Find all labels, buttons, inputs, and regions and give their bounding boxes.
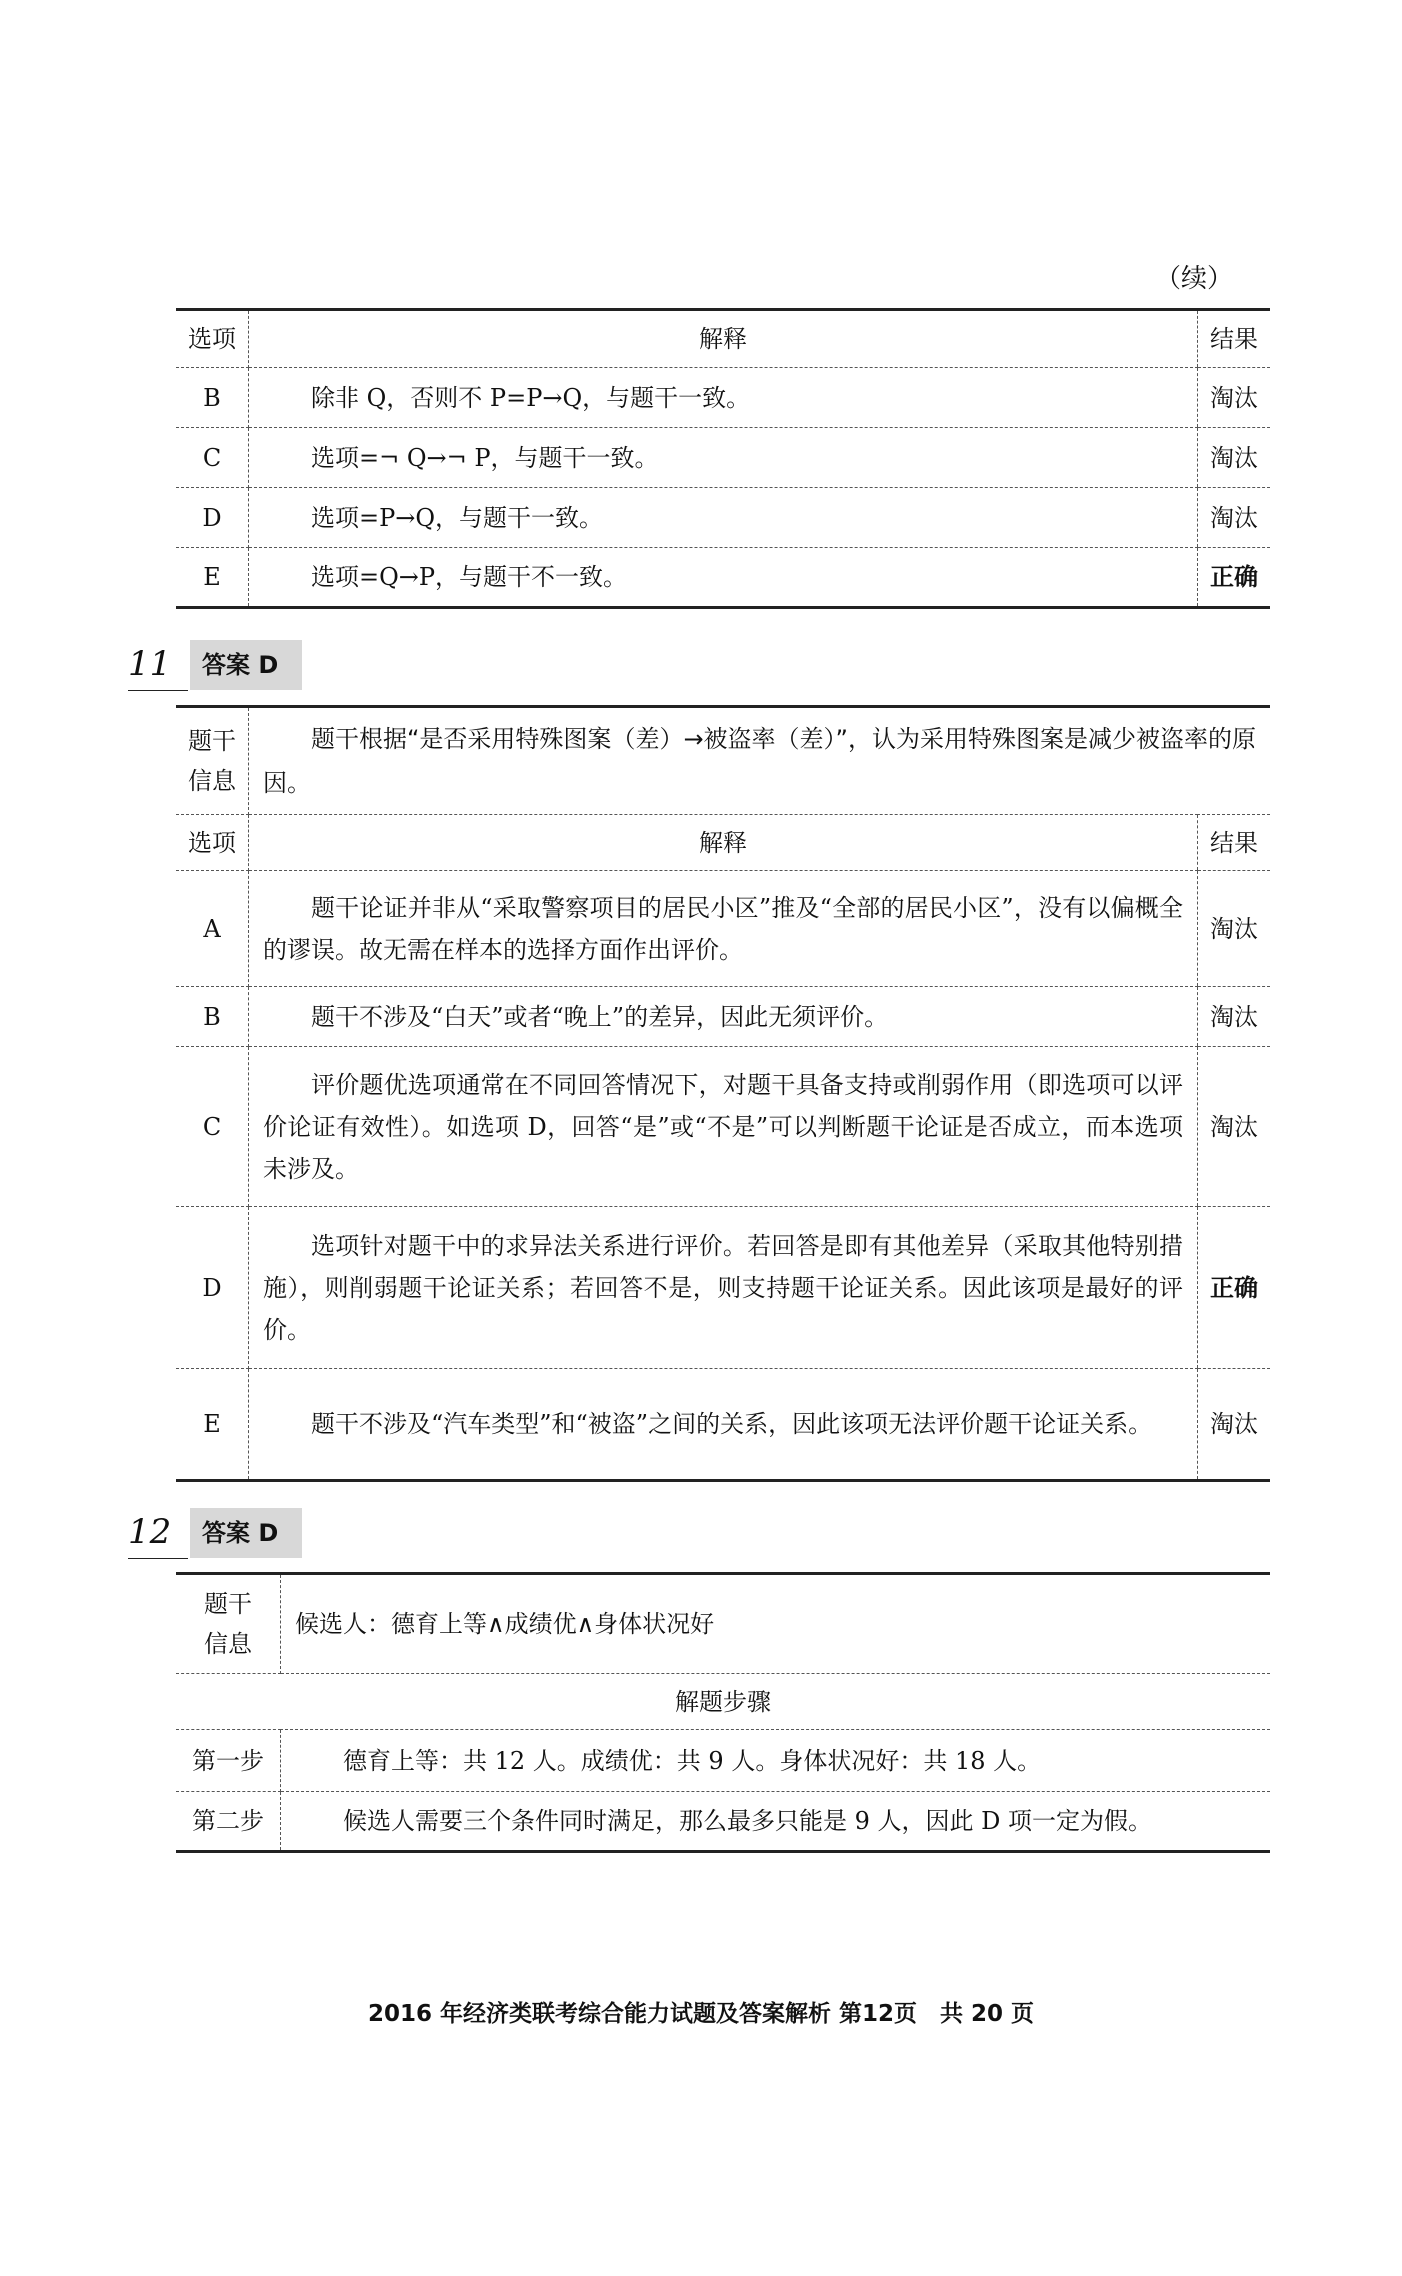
header-option: 选项	[176, 310, 249, 368]
answer-table-10-continued	[176, 308, 1270, 609]
table-row: 第一步 德育上等：共 12 人。成绩优：共 9 人。身体状况好：共 18 人。	[176, 1730, 1270, 1792]
table-row: B 除非 Q，否则不 P=P→Q，与题干一致。 淘汰	[176, 368, 1270, 428]
table-row: D 选项=P→Q，与题干一致。 淘汰	[176, 488, 1270, 548]
table-row: C 选项=¬ Q→¬ P，与题干一致。 淘汰	[176, 428, 1270, 488]
continued-label: （续）	[1155, 264, 1234, 294]
table-row: E 题干不涉及“汽车类型”和“被盗”之间的关系，因此该项无法评价题干论证关系。 淘汰	[176, 1369, 1270, 1481]
stem-text: 题干根据“是否采用特殊图案（差）→被盗率（差）”，认为采用特殊图案是减少被盗率的原因。	[263, 725, 1256, 797]
answer-badge: 答案 D	[190, 1508, 302, 1558]
header-explanation: 解释	[249, 310, 1198, 368]
question-number: 11	[128, 644, 172, 684]
table-row: A 题干论证并非从“采取警察项目的居民小区”推及“全部的居民小区”，没有以偏概全的谬误。故无需在样本的选择方面作出评价。 淘汰	[176, 871, 1270, 987]
stem-row	[176, 707, 1270, 815]
table-row: E 选项=Q→P，与题干不一致。 正确	[176, 548, 1270, 608]
table-row: D 选项针对题干中的求异法关系进行评价。若回答是即有其他差异（采取其他特别措施），则削弱题干论证关系；若回答不是，则支持题干论证关系。因此该项是最好的评价。 正确	[176, 1207, 1270, 1369]
header-explanation: 解释	[249, 815, 1198, 871]
table-row: B 题干不涉及“白天”或者“晚上”的差异，因此无须评价。 淘汰	[176, 987, 1270, 1047]
header-result: 结果	[1198, 310, 1271, 368]
underline	[128, 1558, 188, 1559]
table-row: 第二步 候选人需要三个条件同时满足，那么最多只能是 9 人，因此 D 项一定为假。	[176, 1792, 1270, 1852]
steps-header: 解题步骤	[176, 1674, 1270, 1730]
page-footer: 2016 年经济类联考综合能力试题及答案解析 第12页 共 20 页	[367, 2001, 1035, 2027]
stem-row	[176, 1574, 1270, 1674]
header-option: 选项	[176, 815, 249, 871]
answer-table-11	[176, 705, 1270, 1482]
question-number: 12	[128, 1512, 172, 1552]
answer-table-12	[176, 1572, 1270, 1853]
stem-label: 题干信息	[188, 727, 236, 795]
table-row: C 评价题优选项通常在不同回答情况下，对题干具备支持或削弱作用（即选项可以评价论证有效性）。如选项 D，回答“是”或“不是”可以判断题干论证是否成立，而本选项未涉及。 淘汰	[176, 1047, 1270, 1207]
header-result: 结果	[1198, 815, 1271, 871]
underline	[128, 690, 188, 691]
stem-text: 候选人：德育上等∧成绩优∧身体状况好	[281, 1574, 1271, 1674]
stem-label: 题干信息	[204, 1590, 252, 1658]
answer-badge: 答案 D	[190, 640, 302, 690]
